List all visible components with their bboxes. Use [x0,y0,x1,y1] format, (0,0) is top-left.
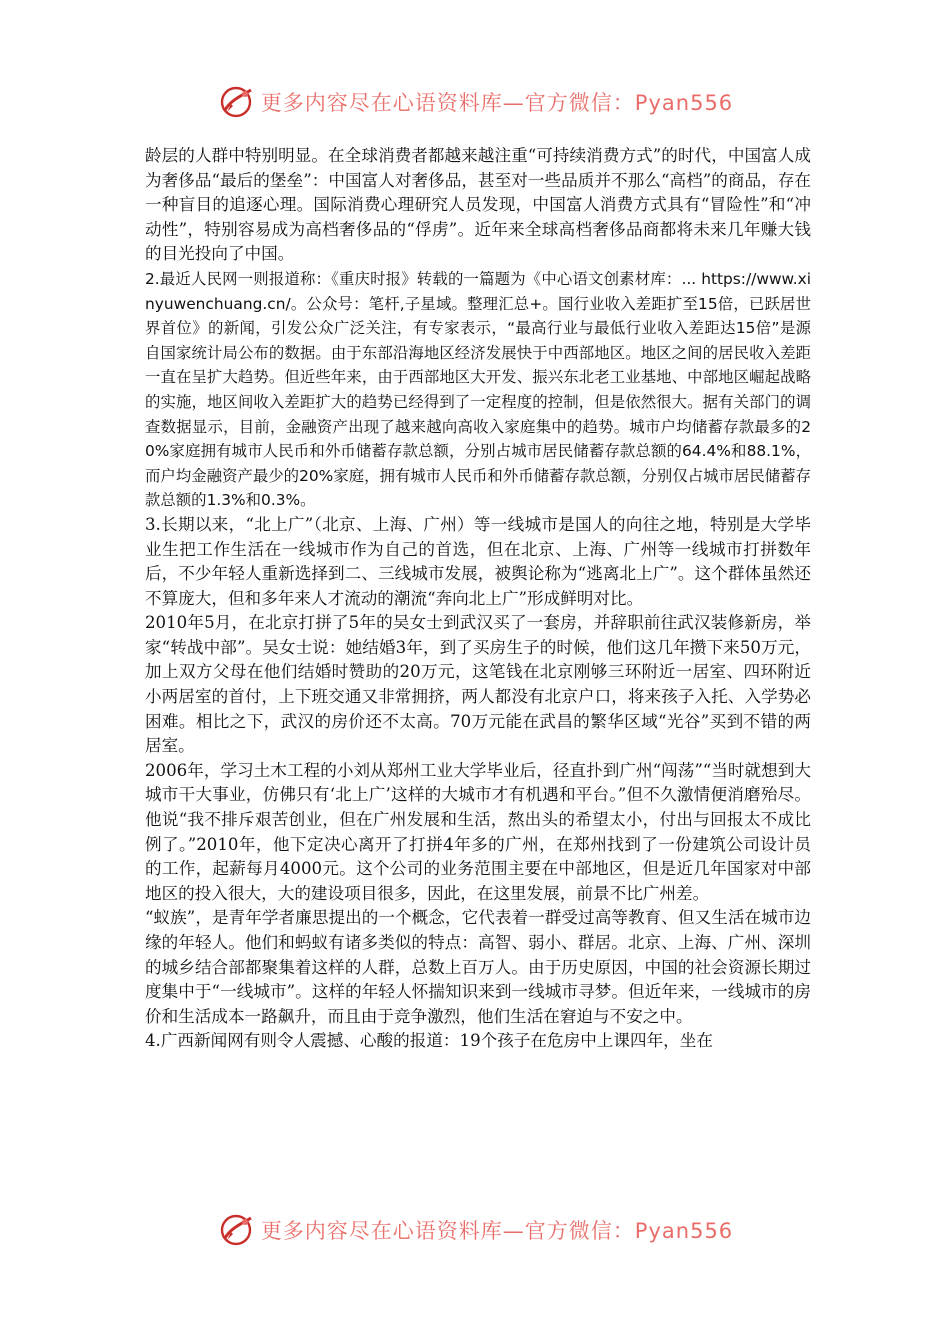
ribbon-pen-logo-icon [217,82,257,122]
banner-text: 更多内容尽在心语资料库—官方微信：Pyan556 [260,91,734,115]
paragraph-escape-bsg: 3.长期以来，“北上广”（北京、上海、广州）等一线城市是国人的向往之地，特别是大学毕业生把工作生活在一线城市作为自己的首选，但在北京、上海、广州等一线城市打拼数年后，不少年轻人重新选择到二、三线城市发展，被舆论称为“逃离北上广”。这个群体虽然还不算庞大，但和多年来人才流动的潮流“奔向北上广”形成鲜明对比。 [145,514,811,608]
paragraph-ant-tribe: “蚁族”，是青年学者廉思提出的一个概念，它代表着一群受过高等教育、但又生活在城市边缘的年轻人。他们和蚂蚁有诸多类似的特点：高智、弱小、群居。北京、上海、广州、深圳的城乡结合部都聚集着这样的人群，总数上百万人。由于历史原因，中国的社会资源长期过度集中于“一线城市”。这样的年轻人怀揣知识来到一线城市寻梦。但近年来，一线城市的房价和生活成本一路飙升，而且由于竞争激烈，他们生活在窘迫与不安之中。 [145,908,811,1026]
paragraph-ms-wu: 2010年5月，在北京打拼了5年的吴女士到武汉买了一套房，并辞职前往武汉装修新房，举家“转战中部”。吴女士说：她结婚3年，到了买房生子的时候，他们这几年攒下来50万元，加上双方父母在他们结婚时赞助的20万元，这笔钱在北京刚够三环附近一居室、四环附近小两居室的首付，上下班交通又非常拥挤，两人都没有北京户口，将来孩子入托、入学势必困难。相比之下，武汉的房价还不太高。70万元能在武昌的繁华区域“光谷”买到不错的两居室。 [145,613,811,756]
paragraph-guangxi-news: 4.广西新闻网有则令人震撼、心酸的报道：19个孩子在危房中上课四年，坐在 [145,1031,713,1051]
banner-text: 更多内容尽在心语资料库—官方微信：Pyan556 [260,1219,734,1243]
paragraph-xiao-liu: 2006年，学习土木工程的小刘从郑州工业大学毕业后，径直扑到广州“闯荡”“当时就想到大城市干大事业，仿佛只有‘北上广’这样的大城市才有机遇和平台。”但不久激情便消磨殆尽。他说“我不排斥艰苦创业，但在广州发展和生活，熬出头的希望太小，付出与回报太不成比例了。”2010年，他下定决心离开了打拼4年多的广州，在郑州找到了一份建筑公司设计员的工作，起薪每月4000元。这个公司的业务范围主要在中部地区，但是近几年国家对中部地区的投入很大，大的建设项目很多，因此，在这里发展，前景不比广州差。 [145,760,811,903]
footer-banner [0,1208,950,1252]
document-body [145,144,811,1054]
paragraph-income-gap: 2.最近人民网一则报道称：《重庆时报》转载的一篇题为《中心语文创素材库：... https://www.xinyuwenchuang.cn/。公众号：笔杆,子星域。整理汇总+。国行业收入差距扩至15倍，已跃居世界首位》的新闻，引发公众广泛关注，有专家表示，“最高行业与最低行业收入差距达15倍”是源自国家统计局公布的数据。由于东部沿海地区经济发展快于中西部地区。地区之间的居民收入差距一直在呈扩大趋势。但近些年来，由于西部地区大开发、振兴东北老工业基地、中部地区崛起战略的实施，地区间收入差距扩大的趋势已经得到了一定程度的控制，但是依然很大。据有关部门的调查数据显示，目前，金融资产出现了越来越向高收入家庭集中的趋势。城市户均储蓄存款最多的20%家庭拥有城市人民币和外币储蓄存款总额，分别占城市居民储蓄存款总额的64.4%和88.1%，而户均金融资产最少的20%家庭，拥有城市人民币和外币储蓄存款总额，分别仅占城市居民储蓄存款总额的1.3%和0.3%。 [145,269,811,510]
paragraph-luxury: 龄层的人群中特别明显。在全球消费者都越来越注重“可持续消费方式”的时代，中国富人成为奢侈品“最后的堡垒”：中国富人对奢侈品，甚至对一些品质并不那么“高档”的商品，存在一种盲目的追逐心理。国际消费心理研究人员发现，中国富人消费方式具有“冒险性”和“冲动性”，特别容易成为高档奢侈品的“俘虏”。近年来全球高档奢侈品商都将未来几年赚大钱的目光投向了中国。 [145,146,811,264]
ribbon-pen-logo-icon [217,1210,257,1250]
header-banner [0,80,950,124]
